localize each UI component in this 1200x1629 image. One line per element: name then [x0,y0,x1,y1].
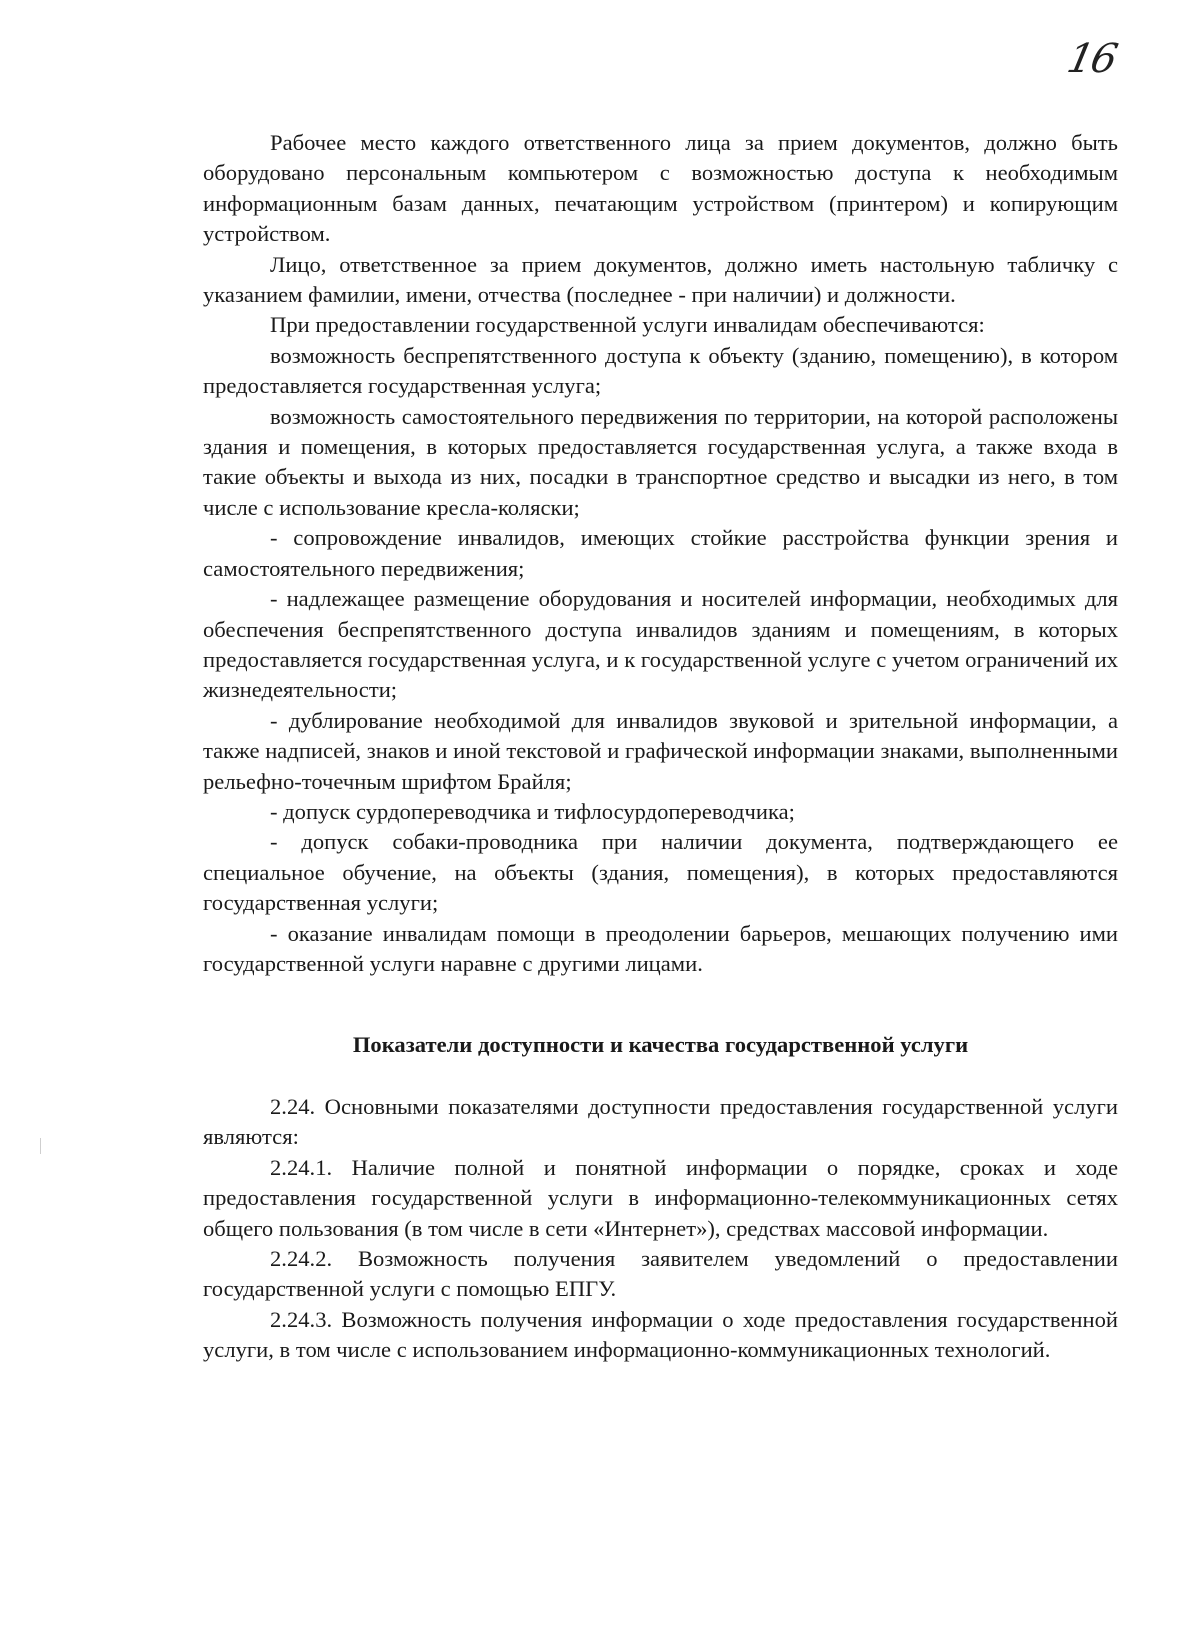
body-text [203,128,1118,979]
paragraph-nameplate: Лицо, ответственное за прием документов, должно иметь настольную табличку с указанием фамилии, имени, отчества (последнее - при наличии) и должности. [203,251,1118,308]
paragraph-interpreter: - допуск сурдопереводчика и тифлосурдопереводчика; [270,798,795,824]
paragraph-2-24-1: 2.24.1. Наличие полной и понятной информации о порядке, сроках и ходе предоставления государственной услуги в информационно-телекоммуникационных сетях общего пользования (в том числе в сети «Интернет»), средствах массовой информации. [203,1154,1118,1241]
paragraph-accessibility-intro: При предоставлении государственной услуги инвалидам обеспечиваются: [270,312,985,338]
paragraph-2-24-2: 2.24.2. Возможность получения заявителем уведомлений о предоставлении государственной услуги с помощью ЕПГУ. [203,1246,1118,1302]
paragraph-access-object: возможность беспрепятственного доступа к объекту (зданию, помещению), в котором предоставляется государственная услуга; [203,342,1118,399]
paragraph-guide-dog: - допуск собаки-проводника при наличии документа, подтверждающего ее специальное обучение, на объекты (здания, помещения), в которых предоставляются государственная услуги; [203,829,1118,916]
paragraph-escort: - сопровождение инвалидов, имеющих стойкие расстройства функции зрения и самостоятельного передвижения; [203,525,1118,581]
paragraph-workplace: Рабочее место каждого ответственного лица за прием документов, должно быть оборудовано персональным компьютером с возможностью доступа к необходимым информационным базам данных, печатающим устройством (принтером) и копирующим устройством. [203,130,1118,247]
section-body-text [203,1092,1118,1366]
paragraph-2-24-3: 2.24.3. Возможность получения информации о ходе предоставления государственной услуги, в том числе с использованием информационно-коммуникационных технологий. [203,1306,1118,1363]
section-heading: Показатели доступности и качества государственной услуги [352,1032,969,1057]
paragraph-assistance: - оказание инвалидам помощи в преодолении барьеров, мешающих получению ими государственной услуги наравне с другими лицами. [203,920,1118,976]
paragraph-2-24: 2.24. Основными показателями доступности предоставления государственной услуги являются: [203,1094,1118,1150]
paragraph-movement: возможность самостоятельного передвижения по территории, на которой расположены здания и помещения, в которых предоставляется государственная услуга, а также входа в такие объекты и выхода из них, посадки в транспортное средство и высадки из него, в том числе с использование кресла-коляски; [203,403,1118,520]
paragraph-equipment: - надлежащее размещение оборудования и носителей информации, необходимых для обеспечения беспрепятственного доступа инвалидов зданиям и помещениям, в которых предоставляется государственная услуга, и к государственной услуге с учетом ограничений их жизнедеятельности; [203,586,1118,703]
paragraph-braille: - дублирование необходимой для инвалидов звуковой и зрительной информации, а также надписей, знаков и иной текстовой и графической информации знаками, выполненными рельефно-точечным шрифтом Брайля; [203,707,1118,794]
scan-margin-mark [40,1138,41,1154]
page-number: 16 [1063,36,1120,82]
